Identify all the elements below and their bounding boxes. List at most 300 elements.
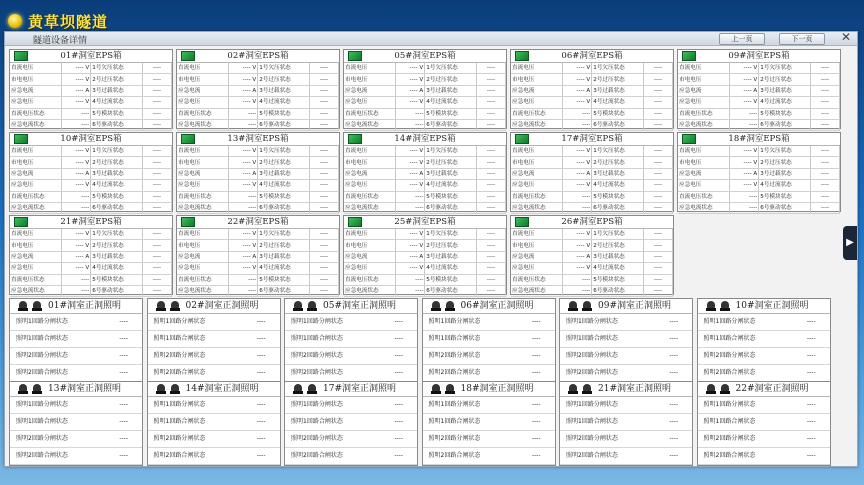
eps-left-value: ----	[62, 108, 91, 119]
eps-left-value: ---- A	[396, 168, 425, 179]
table-row	[10, 146, 172, 157]
eps-box	[9, 215, 173, 295]
eps-box-title: 22#洞室EPS箱	[227, 217, 289, 227]
eps-box	[343, 215, 507, 295]
eps-right-label: 4号过流状态	[425, 180, 477, 191]
lighting-box	[697, 381, 831, 466]
eps-right-label: 1号欠压状态	[592, 146, 644, 157]
lighting-row	[285, 331, 417, 348]
eps-right-label: 4号过流状态	[592, 97, 644, 108]
eps-status-table	[511, 229, 673, 297]
table-row	[344, 146, 506, 157]
eps-left-label: 市电电压	[511, 74, 563, 85]
lighting-row	[560, 397, 692, 414]
lighting-row-label: 照明2回路合闸状态	[16, 452, 68, 459]
lighting-row-label: 照明1回路合闸状态	[291, 418, 343, 425]
lamp-icon	[720, 384, 730, 394]
eps-left-label: 应急电压	[10, 263, 62, 274]
lamp-icon	[293, 384, 303, 394]
eps-box-header	[511, 133, 673, 146]
lamp-icon	[568, 301, 578, 311]
eps-status-table	[344, 63, 506, 131]
lighting-row-label: 照明2回路分闸状态	[291, 352, 343, 359]
eps-box-header	[511, 216, 673, 229]
table-row	[511, 229, 673, 240]
eps-left-label: 直流电压	[511, 229, 563, 240]
eps-left-label: 应急电流状态	[10, 285, 62, 296]
eps-left-value: ---- V	[229, 180, 258, 191]
lighting-row-value: ----	[806, 369, 816, 376]
table-row	[678, 74, 840, 85]
lighting-box-title: 05#洞室正洞照明	[323, 301, 396, 311]
eps-left-label: 直流电压	[511, 63, 563, 74]
eps-left-label: 直流电压	[177, 63, 229, 74]
lighting-box	[422, 298, 556, 383]
lamp-icon	[156, 301, 166, 311]
table-row	[344, 251, 506, 262]
table-row	[177, 97, 339, 108]
lighting-row-label: 照明2回路合闸状态	[703, 369, 756, 376]
eps-left-value: ---- V	[563, 146, 592, 157]
eps-right-value: ----	[476, 229, 505, 240]
next-page-button[interactable]: 下一页	[779, 33, 825, 45]
eps-left-value: ---- V	[396, 240, 425, 251]
eps-right-label: 4号过流状态	[759, 97, 811, 108]
eps-left-value: ---- V	[229, 63, 258, 74]
lighting-row-value: ----	[394, 369, 403, 376]
eps-left-label: 直流电压	[678, 146, 730, 157]
lighting-row-value: ----	[394, 352, 403, 359]
table-row	[511, 285, 673, 296]
eps-box-title: 13#洞室EPS箱	[227, 134, 289, 144]
lamp-icon	[568, 384, 578, 394]
lighting-row	[10, 448, 142, 465]
lighting-row-value: ----	[256, 452, 266, 459]
lamp-icon	[170, 301, 180, 311]
eps-box	[176, 132, 340, 212]
table-row	[511, 146, 673, 157]
eps-left-value: ---- V	[229, 263, 258, 274]
eps-left-label: 市电电压	[10, 74, 62, 85]
eps-right-value: ----	[643, 251, 672, 262]
eps-left-value: ---- V	[229, 146, 258, 157]
eps-right-value: ----	[309, 202, 338, 213]
eps-right-label: 2号过压状态	[592, 74, 644, 85]
table-row	[10, 191, 172, 202]
table-row	[344, 240, 506, 251]
lighting-box-title: 21#洞室正洞照明	[598, 384, 671, 394]
eps-left-value: ----	[396, 191, 425, 202]
eps-left-label: 直流电压状态	[10, 191, 62, 202]
lighting-row	[560, 365, 692, 382]
eps-right-label: 1号欠压状态	[759, 63, 811, 74]
eps-right-value: ----	[810, 119, 839, 130]
eps-left-value: ----	[62, 119, 91, 130]
eps-right-label: 1号欠压状态	[91, 63, 143, 74]
lighting-row	[148, 448, 280, 465]
table-row	[10, 85, 172, 96]
table-row	[177, 229, 339, 240]
eps-right-label: 6号驱动状态	[425, 119, 477, 130]
table-row	[177, 180, 339, 191]
table-row	[678, 180, 840, 191]
eps-left-label: 直流电压状态	[511, 274, 563, 285]
table-row	[678, 85, 840, 96]
lighting-row-value: ----	[256, 401, 266, 408]
table-row	[10, 108, 172, 119]
close-icon[interactable]: ✕	[840, 30, 852, 44]
table-row	[10, 274, 172, 285]
eps-right-value: ----	[476, 240, 505, 251]
table-row	[177, 146, 339, 157]
lighting-row-label: 照明1回路合闸状态	[153, 418, 206, 425]
eps-left-label: 直流电压状态	[10, 108, 62, 119]
lighting-row	[10, 431, 142, 448]
eps-right-label: 1号欠压状态	[258, 63, 310, 74]
lighting-row-value: ----	[119, 418, 128, 425]
eps-left-label: 应急电流	[177, 251, 229, 262]
eps-left-value: ---- V	[563, 157, 592, 168]
eps-left-label: 应急电流状态	[10, 119, 62, 130]
eps-right-value: ----	[309, 146, 338, 157]
lighting-box	[9, 381, 143, 466]
lighting-row-value: ----	[394, 335, 403, 342]
lighting-row-label: 照明2回路合闸状态	[703, 452, 756, 459]
eps-right-value: ----	[142, 108, 171, 119]
eps-left-value: ---- A	[229, 251, 258, 262]
eps-right-value: ----	[810, 202, 839, 213]
window-title: 隧道设备详情	[33, 36, 88, 46]
eps-box-header	[344, 216, 506, 229]
eps-left-value: ---- V	[563, 229, 592, 240]
eps-left-label: 应急电压	[511, 97, 563, 108]
lighting-row-value: ----	[531, 352, 541, 359]
eps-right-value: ----	[309, 157, 338, 168]
eps-right-value: ----	[643, 97, 672, 108]
eps-left-value: ---- V	[730, 74, 759, 85]
lamp-icon	[32, 301, 42, 311]
lighting-row-value: ----	[119, 335, 128, 342]
eps-right-label: 3号过载状态	[592, 251, 644, 262]
eps-right-label: 4号过流状态	[759, 180, 811, 191]
eps-box	[176, 49, 340, 129]
lighting-row	[423, 314, 555, 331]
eps-right-value: ----	[309, 274, 338, 285]
eps-left-label: 直流电压状态	[344, 108, 396, 119]
eps-status-table	[177, 63, 339, 131]
eps-left-value: ---- V	[229, 240, 258, 251]
eps-right-label: 2号过压状态	[425, 74, 477, 85]
lighting-row-label: 照明2回路分闸状态	[153, 352, 206, 359]
table-row	[177, 108, 339, 119]
eps-left-label: 应急电流状态	[344, 202, 396, 213]
table-row	[511, 108, 673, 119]
eps-right-label: 5号模块状态	[258, 191, 310, 202]
eps-right-label: 2号过压状态	[258, 240, 310, 251]
lighting-row-value: ----	[806, 352, 816, 359]
eps-right-value: ----	[476, 202, 505, 213]
eps-status-table	[344, 146, 506, 214]
eps-box	[677, 132, 841, 212]
eps-left-value: ---- V	[730, 180, 759, 191]
eps-left-value: ----	[62, 285, 91, 296]
eps-left-value: ----	[396, 108, 425, 119]
table-row	[344, 97, 506, 108]
eps-left-label: 直流电压	[344, 229, 396, 240]
table-row	[344, 285, 506, 296]
table-row	[10, 202, 172, 213]
eps-right-value: ----	[643, 85, 672, 96]
eps-left-value: ---- V	[229, 97, 258, 108]
eps-left-label: 应急电流	[10, 168, 62, 179]
eps-right-label: 3号过载状态	[91, 251, 143, 262]
lighting-box-header	[10, 299, 142, 314]
lamp-icon	[431, 384, 441, 394]
eps-left-value: ---- V	[730, 63, 759, 74]
eps-status-table	[344, 229, 506, 297]
eps-right-value: ----	[643, 202, 672, 213]
table-row	[10, 97, 172, 108]
eps-right-value: ----	[142, 97, 171, 108]
eps-left-label: 应急电流	[177, 168, 229, 179]
eps-box-title: 26#洞室EPS箱	[561, 217, 623, 227]
lighting-row-label: 照明2回路合闸状态	[566, 369, 618, 376]
eps-right-label: 3号过载状态	[258, 85, 310, 96]
lamp-icon	[582, 384, 592, 394]
eps-left-label: 市电电压	[344, 157, 396, 168]
lighting-row	[423, 365, 555, 382]
lighting-row-label: 照明2回路合闸状态	[16, 369, 68, 376]
lighting-row-value: ----	[669, 452, 678, 459]
eps-left-label: 应急电流状态	[177, 202, 229, 213]
expand-panel-icon[interactable]: ▶	[843, 226, 857, 260]
lighting-row-value: ----	[806, 418, 816, 425]
lighting-row	[698, 365, 830, 382]
eps-left-label: 直流电压	[511, 146, 563, 157]
eps-right-value: ----	[309, 74, 338, 85]
eps-right-value: ----	[309, 180, 338, 191]
eps-right-label: 5号模块状态	[91, 274, 143, 285]
lighting-row-value: ----	[256, 435, 266, 442]
eps-right-label: 6号驱动状态	[91, 202, 143, 213]
eps-left-value: ---- V	[563, 263, 592, 274]
lighting-row	[148, 431, 280, 448]
lighting-box	[9, 298, 143, 383]
eps-right-label: 1号欠压状态	[759, 146, 811, 157]
window-header	[5, 32, 857, 46]
eps-right-value: ----	[810, 180, 839, 191]
eps-right-value: ----	[476, 263, 505, 274]
eps-right-value: ----	[142, 74, 171, 85]
table-row	[511, 191, 673, 202]
eps-right-label: 4号过流状态	[258, 97, 310, 108]
eps-left-label: 应急电压	[10, 97, 62, 108]
eps-left-label: 应急电流状态	[511, 202, 563, 213]
eps-left-label: 应急电压	[177, 263, 229, 274]
lighting-row-label: 照明1回路合闸状态	[428, 418, 481, 425]
eps-left-value: ---- V	[730, 157, 759, 168]
eps-left-label: 市电电压	[177, 240, 229, 251]
eps-left-value: ---- V	[396, 63, 425, 74]
lighting-box-title: 18#洞室正洞照明	[460, 384, 534, 394]
eps-left-value: ---- A	[62, 85, 91, 96]
eps-right-value: ----	[476, 85, 505, 96]
lighting-box-title: 02#洞室正洞照明	[185, 301, 259, 311]
lighting-row	[423, 397, 555, 414]
lighting-row-label: 照明1回路分闸状态	[153, 401, 206, 408]
eps-right-label: 2号过压状态	[592, 240, 644, 251]
table-row	[344, 191, 506, 202]
eps-right-label: 4号过流状态	[425, 97, 477, 108]
eps-left-value: ----	[62, 274, 91, 285]
eps-left-label: 市电电压	[511, 157, 563, 168]
lighting-row-value: ----	[669, 318, 678, 325]
lighting-row-label: 照明1回路合闸状态	[428, 335, 481, 342]
eps-right-value: ----	[309, 168, 338, 179]
eps-left-label: 直流电压	[344, 146, 396, 157]
eps-left-value: ----	[563, 285, 592, 296]
eps-right-value: ----	[142, 146, 171, 157]
lighting-box	[284, 298, 418, 383]
eps-right-label: 2号过压状态	[425, 240, 477, 251]
lighting-box-title: 10#洞室正洞照明	[735, 301, 809, 311]
eps-right-value: ----	[643, 274, 672, 285]
eps-box	[510, 49, 674, 129]
lighting-row	[285, 431, 417, 448]
eps-right-value: ----	[476, 63, 505, 74]
lighting-row-label: 照明1回路分闸状态	[291, 401, 343, 408]
lamp-icon	[32, 384, 42, 394]
eps-box	[343, 49, 507, 129]
table-row	[10, 119, 172, 130]
eps-right-label: 6号驱动状态	[592, 119, 644, 130]
eps-left-label: 直流电压	[678, 63, 730, 74]
eps-left-label: 直流电压状态	[10, 274, 62, 285]
eps-left-value: ---- V	[62, 180, 91, 191]
device-detail-window	[4, 31, 858, 467]
eps-box-title: 25#洞室EPS箱	[394, 217, 456, 227]
table-row	[511, 240, 673, 251]
eps-right-label: 4号过流状态	[258, 180, 310, 191]
lighting-row-label: 照明2回路合闸状态	[153, 369, 206, 376]
eps-right-value: ----	[142, 285, 171, 296]
eps-right-label: 2号过压状态	[592, 157, 644, 168]
eps-right-label: 3号过载状态	[258, 168, 310, 179]
eps-left-label: 市电电压	[344, 74, 396, 85]
prev-page-button[interactable]: 上一页	[719, 33, 765, 45]
lighting-row-value: ----	[806, 401, 816, 408]
lighting-row-value: ----	[256, 369, 266, 376]
eps-right-value: ----	[142, 274, 171, 285]
table-row	[10, 251, 172, 262]
eps-right-value: ----	[309, 263, 338, 274]
eps-left-label: 应急电压	[10, 180, 62, 191]
eps-left-label: 应急电流状态	[177, 285, 229, 296]
eps-left-value: ---- V	[563, 97, 592, 108]
eps-right-label: 4号过流状态	[592, 180, 644, 191]
eps-right-value: ----	[142, 63, 171, 74]
eps-left-value: ---- V	[62, 263, 91, 274]
eps-right-value: ----	[142, 263, 171, 274]
table-row	[678, 168, 840, 179]
eps-right-value: ----	[476, 274, 505, 285]
lighting-row	[285, 365, 417, 382]
lamp-icon	[293, 301, 303, 311]
eps-right-value: ----	[142, 85, 171, 96]
lighting-row	[285, 397, 417, 414]
table-row	[678, 191, 840, 202]
eps-right-value: ----	[309, 240, 338, 251]
eps-left-value: ----	[62, 202, 91, 213]
eps-status-table	[177, 146, 339, 214]
eps-left-value: ----	[563, 108, 592, 119]
eps-status-table	[678, 146, 840, 214]
eps-right-value: ----	[476, 168, 505, 179]
eps-right-label: 5号模块状态	[258, 108, 310, 119]
lighting-box-header	[285, 382, 417, 397]
table-row	[10, 240, 172, 251]
eps-right-value: ----	[142, 191, 171, 202]
table-row	[678, 97, 840, 108]
table-row	[10, 285, 172, 296]
lighting-row-label: 照明1回路合闸状态	[566, 335, 618, 342]
eps-left-label: 应急电压	[511, 263, 563, 274]
eps-left-value: ----	[229, 285, 258, 296]
lighting-row-value: ----	[669, 335, 678, 342]
eps-status-table	[678, 63, 840, 131]
lighting-row	[10, 397, 142, 414]
eps-left-value: ---- V	[396, 229, 425, 240]
lighting-row-value: ----	[669, 418, 678, 425]
eps-right-value: ----	[142, 240, 171, 251]
lighting-row-label: 照明2回路合闸状态	[291, 369, 343, 376]
eps-status-table	[10, 63, 172, 131]
table-row	[678, 119, 840, 130]
lighting-row-value: ----	[256, 418, 266, 425]
eps-box-title: 18#洞室EPS箱	[728, 134, 790, 144]
eps-left-label: 直流电压状态	[177, 108, 229, 119]
lighting-row-value: ----	[256, 318, 266, 325]
eps-left-value: ---- V	[396, 146, 425, 157]
lighting-row	[560, 348, 692, 365]
table-row	[10, 63, 172, 74]
eps-right-label: 5号模块状态	[91, 108, 143, 119]
lighting-row	[423, 414, 555, 431]
lighting-row	[560, 414, 692, 431]
eps-right-label: 4号过流状态	[91, 180, 143, 191]
eps-right-value: ----	[810, 108, 839, 119]
lighting-row-value: ----	[806, 318, 816, 325]
eps-left-label: 应急电压	[344, 263, 396, 274]
eps-right-label: 6号驱动状态	[759, 202, 811, 213]
eps-right-value: ----	[643, 229, 672, 240]
eps-box-header	[344, 133, 506, 146]
eps-right-value: ----	[476, 191, 505, 202]
lighting-row	[10, 314, 142, 331]
lighting-box	[559, 298, 693, 383]
eps-box	[9, 49, 173, 129]
table-row	[10, 157, 172, 168]
lighting-box-title: 06#洞室正洞照明	[460, 301, 534, 311]
table-row	[10, 263, 172, 274]
table-row	[177, 74, 339, 85]
eps-box-header	[678, 50, 840, 63]
lighting-row	[285, 448, 417, 465]
eps-left-label: 应急电流状态	[678, 202, 730, 213]
table-row	[10, 180, 172, 191]
eps-box-header	[177, 133, 339, 146]
eps-box	[9, 132, 173, 212]
